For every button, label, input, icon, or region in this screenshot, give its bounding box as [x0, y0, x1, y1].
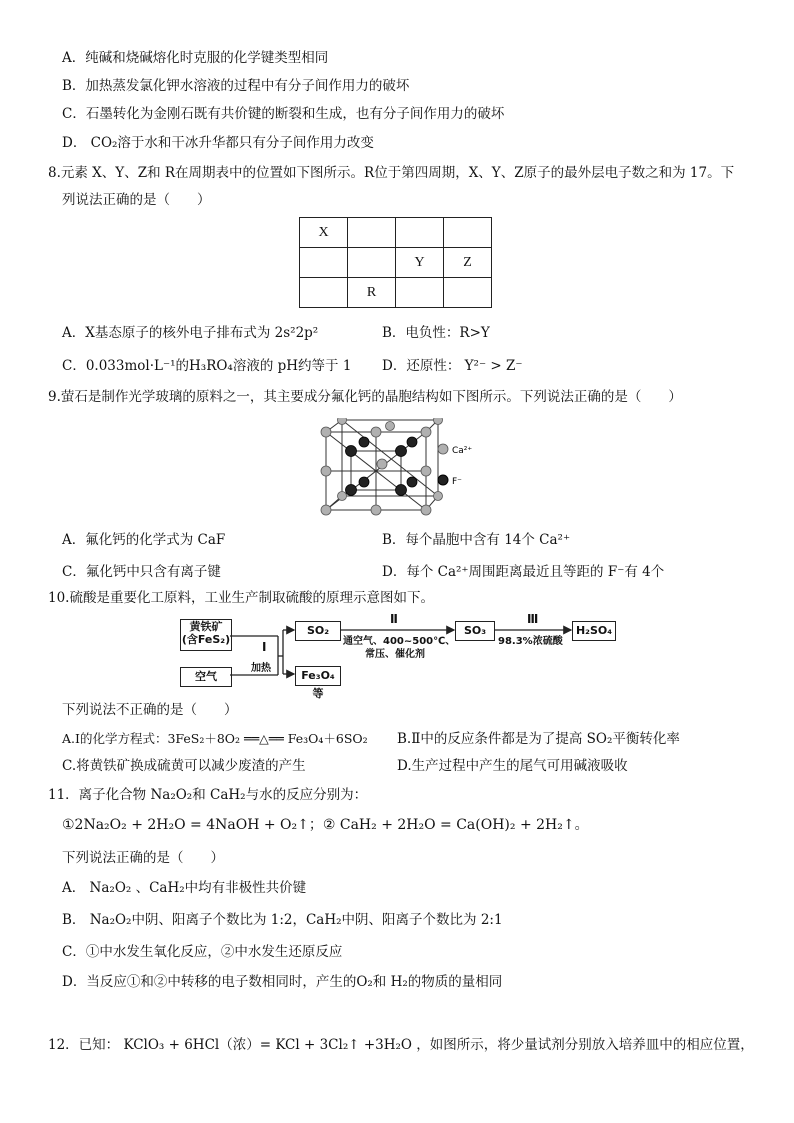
periodic-table-fragment: [299, 217, 492, 308]
cell-r3c1: [300, 278, 348, 308]
f-legend-icon: [438, 475, 448, 485]
heat-label: 加热: [251, 663, 271, 674]
ca-ions: [321, 418, 443, 515]
step-3-condition: 98.3%浓硫酸: [498, 636, 563, 647]
q8-option-c: C．0.033mol·L⁻¹的H₃RO₄溶液的 pH约等于 1: [62, 358, 352, 374]
box-so2: SO₂: [295, 621, 341, 641]
q10-option-c: C.将黄铁矿换成硫黄可以减少废渣的产生: [62, 758, 306, 774]
box-air: 空气: [180, 667, 232, 687]
q7-option-d: D． CO₂溶于水和干冰升华都只有分子间作用力改变: [62, 135, 374, 151]
cell-r2c4: Z: [444, 248, 492, 278]
q11-equations: ①2Na₂O₂ + 2H₂O = 4NaOH + O₂↑；② CaH₂ + 2H₂O = Ca(OH)₂ + 2H₂↑。: [62, 817, 589, 833]
box-pyrite: 黄铁矿 (含FeS₂): [180, 619, 232, 651]
q10-option-d: D.生产过程中产生的尾气可用碱液吸收: [397, 758, 628, 774]
q8-stem-line2: 列说法正确的是（ ）: [62, 192, 211, 208]
cell-r3c4: [444, 278, 492, 308]
q11-option-b: B． Na₂O₂中阴、阳离子个数比为 1:2，CaH₂中阴、阳离子个数比为 2:1: [62, 912, 503, 928]
q9-option-c: C．氟化钙中只含有离子键: [62, 564, 221, 580]
q9-option-b: B．每个晶胞中含有 14个 Ca²⁺: [382, 532, 571, 548]
q11-stem: 11．离子化合物 Na₂O₂和 CaH₂与水的反应分别为：: [48, 787, 368, 803]
q10-ask: 下列说法不正确的是（ ）: [62, 702, 238, 718]
cell-r2c3: Y: [396, 248, 444, 278]
q11-ask: 下列说法正确的是（ ）: [62, 850, 224, 866]
q10-stem: 10.硫酸是重要化工原料，工业生产制取硫酸的原理示意图如下。: [48, 590, 434, 606]
q9-option-a: A．氟化钙的化学式为 CaF: [62, 532, 226, 548]
box-fe3o4: Fe₃O₄等: [295, 666, 341, 686]
q7-option-c: C．石墨转化为金刚石既有共价键的断裂和生成，也有分子间作用力的破坏: [62, 106, 505, 122]
q10-option-b: B.Ⅱ中的反应条件都是为了提高 SO₂平衡转化率: [397, 731, 680, 747]
legend-ca-label: Ca²⁺: [452, 446, 473, 456]
q8-option-a: A．X基态原子的核外电子排布式为 2s²2p²: [62, 325, 319, 341]
q7-option-a: A．纯碱和烧碱熔化时克服的化学键类型相同: [62, 50, 329, 66]
cell-r1c3: [396, 218, 444, 248]
cell-r1c2: [348, 218, 396, 248]
step-1-label: Ⅰ: [262, 640, 267, 654]
step-2-condition-2: 常压、催化剂: [365, 649, 425, 660]
cell-r1c4: [444, 218, 492, 248]
q8-stem-line1: 8.元素 X、Y、Z和 R在周期表中的位置如下图所示。R位于第四周期，X、Y、Z原子的最外层电子数之和为 17。下: [48, 165, 735, 181]
cell-r2c2: [348, 248, 396, 278]
q7-option-b: B．加热蒸发氯化钾水溶液的过程中有分子间作用力的破坏: [62, 78, 410, 94]
q12-stem: 12．已知： KClO₃ + 6HCl（浓）= KCl + 3Cl₂↑ +3H₂O ，如图所示，将少量试剂分别放入培养皿中的相应位置，: [48, 1037, 754, 1053]
cell-r3c3: [396, 278, 444, 308]
q11-option-c: C．①中水发生氧化反应，②中水发生还原反应: [62, 944, 343, 960]
cell-r1c1: X: [300, 218, 348, 248]
q10-option-a: A.Ⅰ的化学方程式：3FeS₂＋8O₂ ══△══ Fe₃O₄＋6SO₂: [62, 731, 368, 746]
cell-r2c1: [300, 248, 348, 278]
step-2-condition-1: 通空气、400~500℃、: [343, 636, 456, 647]
cell-r3c2: R: [348, 278, 396, 308]
q9-option-d: D．每个 Ca²⁺周围距离最近且等距的 F⁻有 4个: [382, 564, 665, 580]
q8-option-d: D．还原性： Y²⁻ > Z⁻: [382, 358, 523, 374]
legend-f-label: F⁻: [452, 477, 462, 487]
ca-legend-icon: [438, 444, 448, 454]
box-h2so4: H₂SO₄: [572, 621, 616, 641]
q8-option-b: B．电负性：R>Y: [382, 325, 490, 341]
q11-option-a: A． Na₂O₂ 、CaH₂中均有非极性共价键: [62, 880, 307, 896]
q9-stem: 9.萤石是制作光学玻璃的原料之一，其主要成分氟化钙的晶胞结构如下图所示。下列说法正确的是（ ）: [48, 389, 682, 405]
step-3-label: Ⅲ: [527, 612, 539, 626]
box-so3: SO₃: [455, 621, 495, 641]
crystal-cell-diagram: [316, 418, 486, 518]
q11-option-d: D．当反应①和②中转移的电子数相同时，产生的O₂和 H₂的物质的量相同: [62, 974, 503, 990]
step-2-label: Ⅱ: [390, 612, 398, 626]
